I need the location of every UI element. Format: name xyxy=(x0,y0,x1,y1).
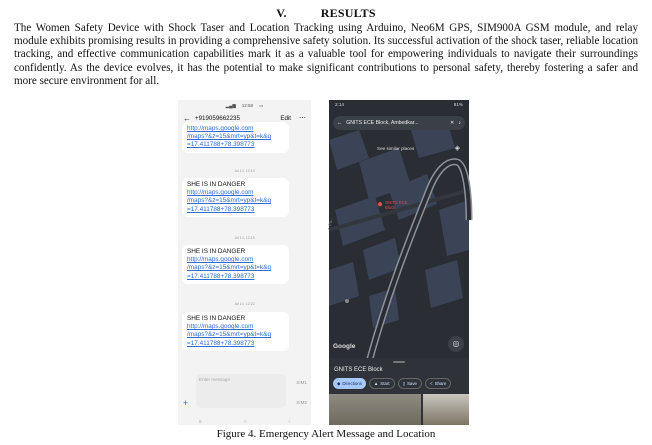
figure-caption: Figure 4. Emergency Alert Message and Location xyxy=(216,428,436,440)
see-similar-places[interactable]: See similar places xyxy=(377,146,415,151)
maps-search-bar[interactable] xyxy=(333,116,465,130)
back-nav-icon[interactable]: ‹ xyxy=(288,419,291,425)
message-bubble xyxy=(182,312,289,351)
directions-button[interactable] xyxy=(333,378,366,389)
message-timestamp: Jul 14, 12:14 xyxy=(234,169,255,173)
place-bottom-sheet[interactable] xyxy=(329,358,469,425)
message-link-line[interactable]: http://maps.google.com xyxy=(187,323,254,331)
sms-screenshot xyxy=(178,100,311,425)
message-link-line[interactable]: /maps?&z=15&mrt=yp&t=k&q xyxy=(187,133,272,141)
place-photos xyxy=(329,394,469,425)
navigation-arrow-icon: ▲ xyxy=(373,381,379,386)
start-button[interactable] xyxy=(369,378,395,389)
action-chips xyxy=(333,378,451,389)
section-heading xyxy=(0,6,652,21)
place-title: GNITS ECE Block xyxy=(334,367,383,373)
more-options-icon[interactable]: ⋯ xyxy=(299,115,306,122)
message-timestamp: Jul 14, 12:19 xyxy=(234,236,255,240)
search-query[interactable]: GNITS ECE Block, Ambedkar... xyxy=(346,120,419,126)
message-link-line[interactable]: /maps?&z=15&mrt=yp&t=k&q xyxy=(187,197,272,205)
system-nav-bar xyxy=(178,419,311,425)
message-link-line[interactable]: http://maps.google.com xyxy=(187,125,254,132)
message-input-placeholder: Enter message xyxy=(199,377,230,382)
directions-label: Directions xyxy=(342,381,362,386)
results-paragraph: The Women Safety Device with Shock Taser and Location Tracking using Arduino, Neo6M GPS, SIM900A GSM module, and relay module exhibits promising results in providing a comprehensive safety solution. Its successful activation of the shock taser, reliable location tracking, and effective communication capabilities mark it as a valuable tool for empowering individuals to navigate their surroundings confidently. As the device evolves, it has the potential to make significant contributions to personal safety, thereby fostering a safer and more secure environment for all. xyxy=(14,22,638,87)
home-icon[interactable]: ○ xyxy=(243,419,247,425)
sms-status-time: 12:58 xyxy=(241,103,254,108)
message-timestamp: Jul 14, 12:22 xyxy=(234,302,255,306)
location-pin[interactable] xyxy=(377,200,413,210)
microphone-icon[interactable]: ♪ xyxy=(458,120,461,126)
directions-icon: ◆ xyxy=(337,380,341,386)
google-logo: Google xyxy=(333,343,356,350)
bookmark-icon: ▯ xyxy=(402,380,405,386)
edit-button[interactable]: Edit xyxy=(280,114,291,122)
battery-icon: ▭ xyxy=(259,102,264,108)
message-text: SHE IS IN DANGER xyxy=(187,315,246,322)
share-label: Share xyxy=(434,381,447,386)
place-photo[interactable] xyxy=(329,394,421,425)
message-link-line[interactable]: http://maps.google.com xyxy=(187,189,254,197)
save-label: Save xyxy=(406,381,417,386)
back-arrow-icon[interactable]: ← xyxy=(337,120,343,126)
sim1-send-button[interactable]: SIM1 xyxy=(296,380,307,385)
place-photo[interactable] xyxy=(423,394,469,425)
attach-plus-icon[interactable]: + xyxy=(183,398,189,408)
message-link-line[interactable]: =17.411788+78.398773 xyxy=(187,339,255,347)
close-icon[interactable]: ✕ xyxy=(450,120,455,126)
share-button[interactable] xyxy=(425,378,451,389)
sheet-drag-handle[interactable] xyxy=(393,361,405,363)
message-text: SHE IS IN DANGER xyxy=(187,248,246,255)
maps-screenshot xyxy=(329,100,469,425)
signal-icon: ▂▄▆ xyxy=(225,102,236,108)
maps-battery-level: 61% xyxy=(453,102,463,107)
message-link-line[interactable]: /maps?&z=15&mrt=yp&t=k&q xyxy=(187,331,272,339)
map-view[interactable] xyxy=(329,100,469,362)
recents-icon[interactable]: ≡ xyxy=(198,419,202,425)
layers-icon[interactable]: ◈ xyxy=(454,145,460,152)
message-bubble xyxy=(182,122,289,153)
maps-status-time: 2:14 xyxy=(335,102,344,107)
message-bubble xyxy=(182,178,289,217)
section-title: RESULTS xyxy=(320,6,376,20)
map-pin-icon: ● xyxy=(377,199,384,210)
share-icon: < xyxy=(430,381,433,386)
my-location-icon[interactable]: ◎ xyxy=(448,336,464,352)
message-input[interactable] xyxy=(196,374,286,408)
start-label: Start xyxy=(380,381,390,386)
message-link-line[interactable]: =17.411788+78.398773 xyxy=(187,272,255,280)
save-button[interactable] xyxy=(398,378,422,389)
message-link-line[interactable]: =17.411788+78.398773 xyxy=(187,205,255,213)
pin-label: GNITS ECE Block xyxy=(385,200,408,210)
message-link-line[interactable]: /maps?&z=15&mrt=yp&t=k&q xyxy=(187,264,272,272)
maps-status-bar xyxy=(329,102,469,111)
sim2-send-button[interactable]: SIM2 xyxy=(296,400,307,405)
message-link-line[interactable]: http://maps.google.com xyxy=(187,256,254,264)
message-bubble xyxy=(182,245,289,284)
message-text: SHE IS IN DANGER xyxy=(187,181,246,188)
section-number: V. xyxy=(276,6,287,20)
back-arrow-icon[interactable]: ← xyxy=(183,113,191,123)
message-link-line[interactable]: =17.411788+78.398773 xyxy=(187,141,255,149)
contact-number: +919059662235 xyxy=(195,114,240,122)
svg-text:Pa...: Pa... xyxy=(327,217,334,227)
sms-status-bar xyxy=(178,100,311,111)
